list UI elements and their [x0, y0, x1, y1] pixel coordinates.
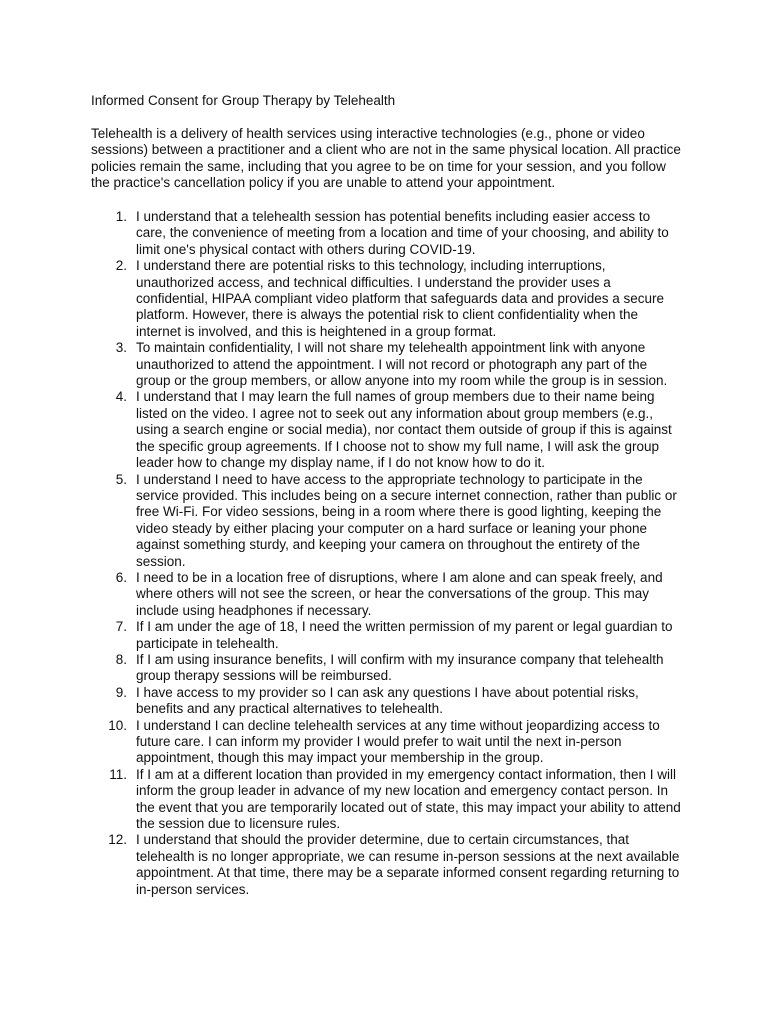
list-item-number: 1. — [115, 209, 127, 224]
list-item — [91, 718, 683, 767]
list-item-number: 10. — [108, 717, 127, 733]
intro-paragraph: Telehealth is a delivery of health services using interactive technologies (e.g., phone or video sessions) between a practitioner and a client who are not in the same physical location. All practice policies remain the same, including that you agree to be on time for your session, and you follow the practice's cancellation policy if you are unable to attend your appointment. — [91, 126, 681, 191]
list-item-text: If I am at a different location than provided in my emergency contact information, then I will inform the group leader in advance of my new location and emergency contact person. In the event that you are temporarily located out of state, this may impact your ability to attend the session due to licensure rules. — [136, 766, 681, 832]
consent-list — [91, 209, 683, 898]
list-item — [91, 389, 683, 471]
list-item — [91, 619, 683, 652]
list-item-text: I understand that I may learn the full names of group members due to their name being listed on the video. I agree not to seek out any information about group members (e.g., using a search engine or social media), nor contact them outside of group if this is against the specific group agreements. If I choose not to show my full name, I will ask the group leader how to change my display name, if I do not know how to do it. — [136, 389, 672, 471]
list-item-text: If I am under the age of 18, I need the written permission of my parent or legal guardian to participate in telehealth. — [136, 619, 673, 651]
list-item-text: I understand that a telehealth session has potential benefits including easier access to care, the convenience of meeting from a location and time of your choosing, and ability to limit one's physical contact with others during COVID-19. — [136, 209, 669, 257]
list-item — [91, 767, 683, 833]
list-item — [91, 258, 683, 340]
list-item-number: 5. — [115, 471, 127, 487]
list-item — [91, 340, 683, 389]
list-item — [91, 209, 683, 258]
list-item-number: 8. — [115, 651, 127, 667]
document-title: Informed Consent for Group Therapy by Telehealth — [91, 93, 396, 108]
list-item-number: 3. — [115, 340, 127, 356]
list-item — [91, 832, 683, 898]
list-item-number: 7. — [115, 619, 127, 635]
list-item-number: 9. — [115, 684, 127, 700]
list-item-text: I have access to my provider so I can ask any questions I have about potential risks, benefits and any practical alternatives to telehealth. — [136, 684, 639, 717]
list-item-text: I need to be in a location free of disruptions, where I am alone and can speak freely, and where others will not see the screen, or hear the conversations of the group. This may include using headphones if necessary. — [136, 569, 663, 618]
list-item-number: 4. — [115, 389, 127, 405]
list-item-text: If I am using insurance benefits, I will confirm with my insurance company that telehealth group therapy sessions will be reimbursed. — [136, 651, 664, 684]
list-item-number: 12. — [108, 832, 127, 848]
list-item-text: I understand that should the provider determine, due to certain circumstances, that telehealth is no longer appropriate, we can resume in-person sessions at the next available appointment. At that time, there may be a separate informed consent regarding returning to in-person services. — [136, 832, 680, 897]
list-item — [91, 652, 683, 685]
list-item — [91, 570, 683, 619]
list-item-number: 11. — [109, 766, 127, 782]
list-item-text: To maintain confidentiality, I will not share my telehealth appointment link with anyone unauthorized to attend the appointment. I will not record or photograph any part of the group or the group members, or allow anyone into my room while the group is in session. — [136, 340, 668, 389]
list-item-text: I understand I need to have access to the appropriate technology to participate in the service provided. This includes being on a secure internet connection, rather than public or free Wi-Fi. For video sessions, being in a room where there is good lighting, keeping the video steady by either placing your computer on a hard surface or leaning your phone against something sturdy, and keeping your camera on throughout the entirety of the session. — [136, 471, 677, 569]
list-item-text: I understand there are potential risks to this technology, including interruptions, unauthorized access, and technical difficulties. I understand the provider uses a confidential, HIPAA compliant video platform that safeguards data and provides a secure platform. However, there is always the potential risk to client confidentiality when the internet is involved, and this is heightened in a group format. — [136, 258, 665, 339]
list-item — [91, 472, 683, 570]
list-item-number: 2. — [115, 258, 127, 274]
list-item-number: 6. — [115, 569, 127, 585]
list-item — [91, 685, 683, 718]
list-item-text: I understand I can decline telehealth services at any time without jeopardizing access to future care. I can inform my provider I would prefer to wait until the next in-person appointment, though this may impact your membership in the group. — [136, 717, 660, 766]
